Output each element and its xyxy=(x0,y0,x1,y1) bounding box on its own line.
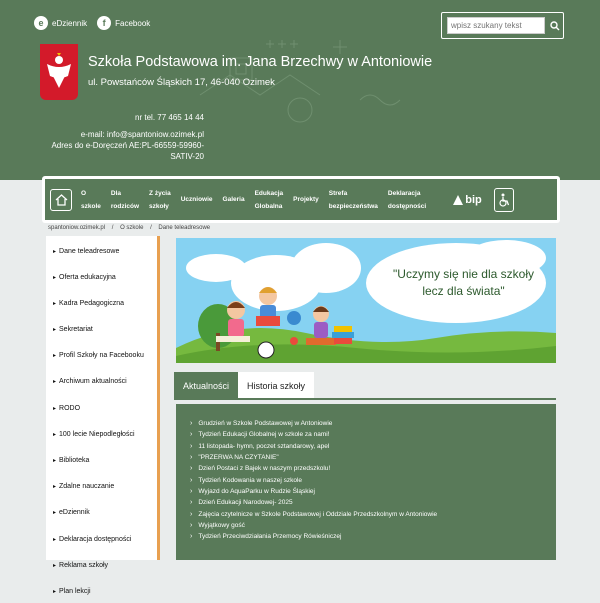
contact-edoreczen: Adres do e-Doręczeń AE:PL-66559-59960- xyxy=(51,141,204,150)
bip-link[interactable] xyxy=(453,194,482,206)
site-header xyxy=(0,0,600,180)
news-item[interactable]: › Tydzień Edukacji Globalnej w szkole za nami! xyxy=(190,431,330,439)
sidebar-item-oferta-edukacyjna[interactable]: ▸ Oferta edukacyjna xyxy=(53,273,116,281)
nav-uczniowie[interactable]: Uczniowie xyxy=(180,196,213,203)
caret-right-icon: ▸ xyxy=(53,379,57,386)
news-item[interactable]: › Tydzień Kodowania w naszej szkole xyxy=(190,476,303,484)
content-tabs xyxy=(174,372,314,399)
news-list xyxy=(176,404,556,560)
chevron-right-icon: › xyxy=(190,476,193,484)
children-reading-illustration xyxy=(176,238,556,363)
main-navigation xyxy=(45,179,557,220)
edziennik-label: eDziennik xyxy=(52,18,88,28)
nav-z-zycia-szkoly[interactable]: Z życia szkoły xyxy=(149,189,171,210)
chevron-right-icon: › xyxy=(190,521,193,529)
news-item[interactable]: › Zajęcia czytelnicze w Szkole Podstawowej i Oddziale Przedszkolnym w Antoniowie xyxy=(190,510,438,518)
sidebar-item-biblioteka[interactable]: ▸ Biblioteka xyxy=(53,457,90,464)
news-item[interactable]: › 11 listopada- hymn, poczet sztandarowy, apel xyxy=(190,442,330,450)
home-icon xyxy=(55,194,68,206)
news-item[interactable]: › Dzień Postaci z Bajek w naszym przedszkolu! xyxy=(190,465,331,473)
edziennik-link[interactable] xyxy=(34,16,87,30)
breadcrumb-separator: / xyxy=(150,225,152,231)
news-item[interactable]: › Tydzień Przeciwdziałania Przemocy Rówieśniczej xyxy=(190,533,342,541)
banner-quote-line2: lecz dla świata" xyxy=(422,284,505,298)
facebook-link[interactable] xyxy=(97,16,150,30)
sidebar-item-edziennik[interactable]: ▸ eDziennik xyxy=(53,509,90,517)
caret-right-icon: ▸ xyxy=(53,248,57,255)
tab-historia-szkoly[interactable]: Historia szkoły xyxy=(238,372,314,399)
sidebar-item-archiwum[interactable]: ▸ Archiwum aktualności xyxy=(53,378,127,386)
contact-email[interactable]: e-mail: info@spantoniow.ozimek.pl xyxy=(80,130,204,139)
caret-right-icon: ▸ xyxy=(53,327,57,334)
contact-info xyxy=(51,112,204,162)
edziennik-icon: e xyxy=(34,16,48,30)
bip-label: bip xyxy=(465,193,482,206)
caret-right-icon: ▸ xyxy=(53,353,57,360)
contact-phone: nr tel. 77 465 14 44 xyxy=(135,113,204,122)
nav-o-szkole[interactable]: O szkole xyxy=(81,189,101,210)
tab-aktualnosci[interactable]: Aktualności xyxy=(174,372,238,399)
breadcrumb-o-szkole[interactable]: O szkole xyxy=(120,225,144,231)
caret-right-icon: ▸ xyxy=(53,300,57,307)
news-item[interactable]: › Wyjazd do AquaParku w Rudzie Śląskiej xyxy=(190,487,315,495)
caret-right-icon: ▸ xyxy=(53,536,57,543)
chevron-right-icon: › xyxy=(190,533,193,541)
caret-right-icon: ▸ xyxy=(53,274,57,281)
school-name: Szkoła Podstawowa im. Jana Brzechwy w Antoniowie xyxy=(88,54,433,70)
accessibility-button[interactable] xyxy=(494,188,514,212)
main-navigation-wrapper xyxy=(42,176,560,223)
caret-right-icon: ▸ xyxy=(53,588,57,595)
search-icon[interactable] xyxy=(547,17,563,35)
search-box xyxy=(441,12,564,39)
chevron-right-icon: › xyxy=(190,499,193,507)
caret-right-icon: ▸ xyxy=(53,484,57,491)
wheelchair-icon xyxy=(498,193,510,207)
tab-underline xyxy=(174,398,556,400)
nav-galeria[interactable]: Galeria xyxy=(222,196,245,203)
bip-icon xyxy=(453,195,463,205)
chevron-right-icon: › xyxy=(190,465,193,473)
nav-projekty[interactable]: Projekty xyxy=(293,196,319,203)
school-crest-icon xyxy=(40,44,78,100)
hero-banner xyxy=(176,238,556,363)
caret-right-icon: ▸ xyxy=(53,458,57,464)
sidebar-item-reklama[interactable]: ▸ Reklama szkoły xyxy=(53,561,109,569)
caret-right-icon: ▸ xyxy=(53,431,57,438)
news-item[interactable]: › "PRZERWA NA CZYTANIE" xyxy=(190,454,279,462)
caret-right-icon: ▸ xyxy=(53,562,57,569)
chevron-right-icon: › xyxy=(190,442,193,450)
chevron-right-icon: › xyxy=(190,420,193,428)
news-item[interactable]: › Grudzień w Szkole Podstawowej w Antoniowie xyxy=(190,420,333,428)
home-button[interactable] xyxy=(50,189,72,211)
sidebar-item-kadra-pedagogiczna[interactable]: ▸ Kadra Pedagogiczna xyxy=(53,299,125,307)
facebook-label: Facebook xyxy=(115,18,151,28)
sidebar-item-deklaracja[interactable]: ▸ Deklaracja dostępności xyxy=(53,535,132,543)
caret-right-icon: ▸ xyxy=(53,510,57,517)
caret-right-icon: ▸ xyxy=(53,405,57,412)
nav-edukacja-globalna[interactable]: Edukacja Globalna xyxy=(254,189,284,210)
banner-quote-line1: "Uczymy się nie dla szkoły xyxy=(393,267,534,281)
sidebar-item-rodo[interactable]: ▸ RODO xyxy=(53,404,81,412)
sidebar-item-100-lecie[interactable]: ▸ 100 lecie Niepodległości xyxy=(53,430,135,438)
breadcrumb xyxy=(48,225,215,231)
search-input[interactable] xyxy=(447,17,545,34)
nav-deklaracja-dostepnosci[interactable]: Deklaracja dostępności xyxy=(387,189,427,210)
chevron-right-icon: › xyxy=(190,454,193,462)
chevron-right-icon: › xyxy=(190,487,193,495)
school-address: ul. Powstańców Śląskich 17, 46-040 Ozimek xyxy=(88,77,275,88)
sidebar-item-sekretariat[interactable]: ▸ Sekretariat xyxy=(53,326,93,334)
breadcrumb-home[interactable]: spantoniow.ozimek.pl xyxy=(48,225,106,231)
chevron-right-icon: › xyxy=(190,510,193,518)
nav-strefa-bezpieczenstwa[interactable]: Strefa bezpieczeństwa xyxy=(328,189,378,210)
sidebar-item-dane-teleadresowe[interactable]: ▸ Dane teleadresowe xyxy=(53,247,120,255)
sidebar-menu xyxy=(46,236,160,595)
news-item[interactable]: › Wyjątkowy gość xyxy=(190,521,245,529)
breadcrumb-separator: / xyxy=(111,225,114,231)
sidebar-item-zdalne-nauczanie[interactable]: ▸ Zdalne nauczanie xyxy=(53,483,115,491)
sidebar-item-facebook[interactable]: ▸ Profil Szkoły na Facebooku xyxy=(53,352,144,360)
chevron-right-icon: › xyxy=(190,431,193,439)
banner-quote xyxy=(381,266,546,300)
facebook-icon: f xyxy=(97,16,111,30)
nav-dla-rodzicow[interactable]: Dla rodziców xyxy=(110,189,140,210)
sidebar-item-plan-lekcji[interactable]: ▸ Plan lekcji xyxy=(53,587,91,595)
news-item[interactable]: › Dzień Edukacji Narodowej- 2025 xyxy=(190,499,293,507)
contact-edoreczen-cont: SATIV-20 xyxy=(170,152,204,161)
breadcrumb-current: Dane teleadresowe xyxy=(158,225,211,231)
